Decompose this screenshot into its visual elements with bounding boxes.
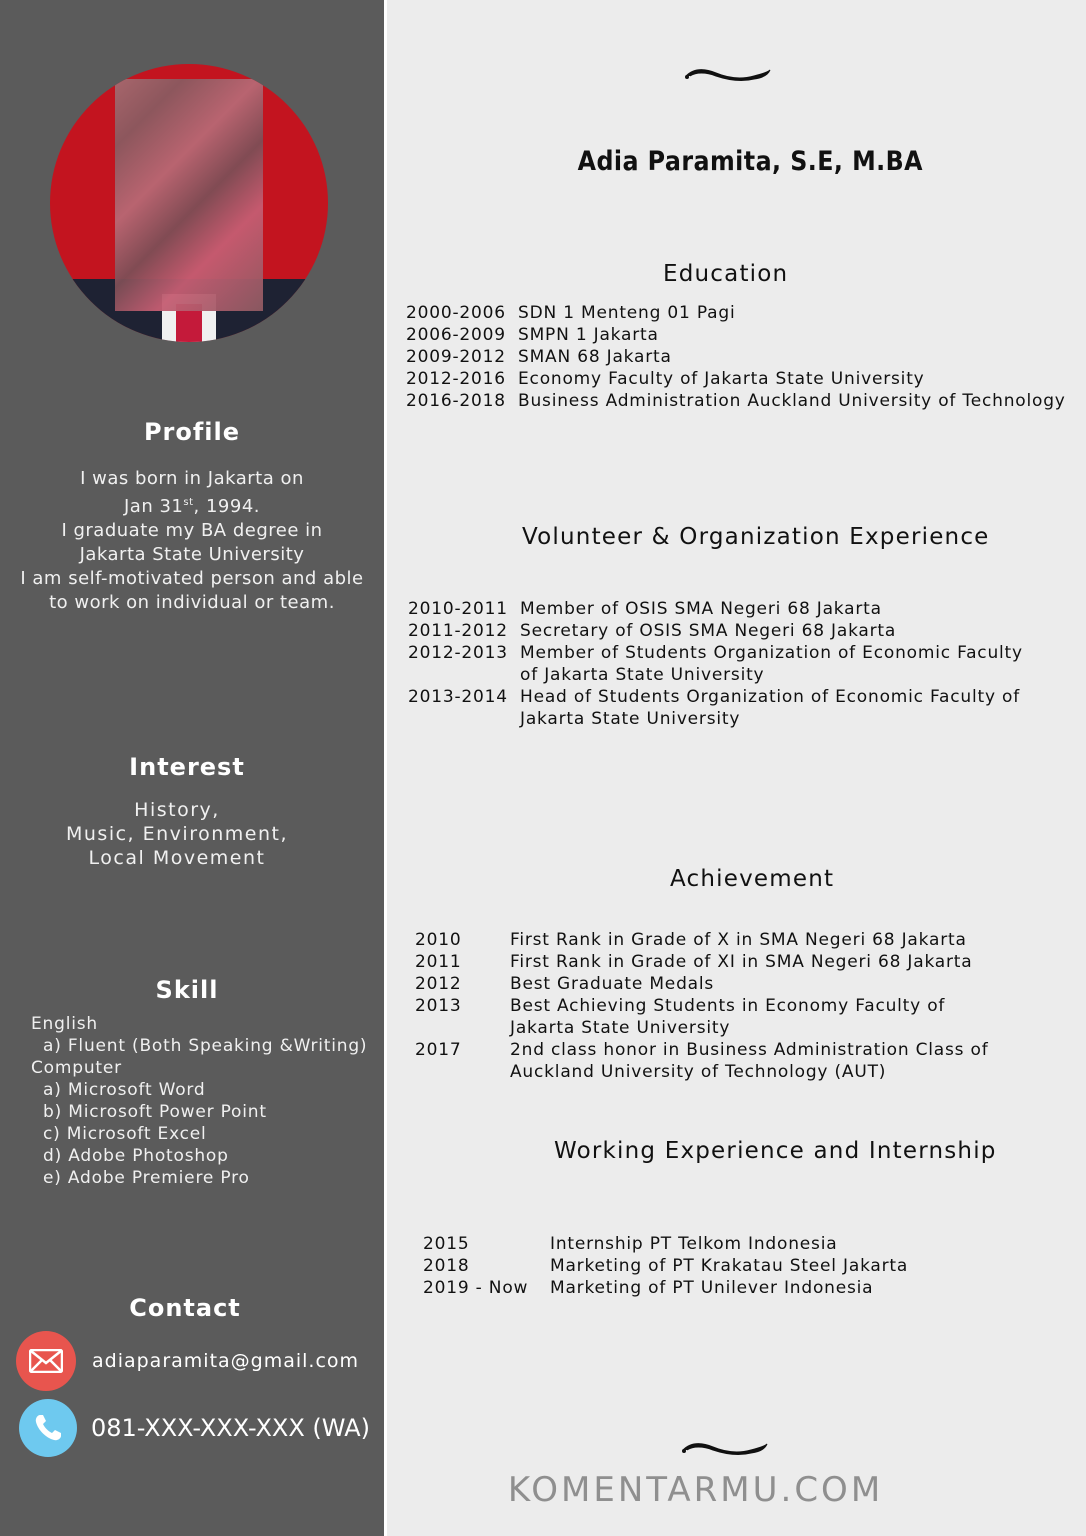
volunteer-row: 2013-2014 Head of Students Organization of Economic Faculty of Jakarta State University [408,687,1020,729]
profile-line: Jakarta State University [79,544,305,565]
skill-group: English [31,1014,98,1034]
achievement-row: 2013 Best Achieving Students in Economy Faculty of Jakarta State University [415,996,946,1038]
footer-watermark: KOMENTARMU.COM [507,1470,884,1510]
contact-heading: Contact [129,1294,241,1322]
volunteer-heading: Volunteer & Organization Experience [522,524,990,550]
profile-line: I graduate my BA degree in [61,520,323,541]
work-heading: Working Experience and Internship [554,1138,997,1164]
blurred-face [115,79,263,311]
work-list [423,1233,1023,1299]
volunteer-list [408,598,1058,730]
profile-text [0,467,384,615]
profile-line: to work on individual or team. [49,592,335,613]
skill-item: c) Microsoft Excel [43,1124,207,1144]
achievement-heading: Achievement [670,866,835,892]
education-row: 2000-2006 SDN 1 Menteng 01 Pagi [406,303,736,323]
skill-item: e) Adobe Premiere Pro [43,1168,250,1188]
interest-text [0,798,354,870]
mail-icon [16,1331,76,1391]
work-row: 2019 - Now Marketing of PT Unilever Indonesia [423,1278,874,1298]
skill-heading: Skill [155,976,219,1004]
profile-heading: Profile [143,418,241,446]
achievement-row: 2012 Best Graduate Medals [415,974,715,994]
top-ornament-icon [682,64,774,86]
achievement-list [415,929,1055,1083]
education-row: 2006-2009 SMPN 1 Jakarta [406,325,659,345]
work-row: 2018 Marketing of PT Krakatau Steel Jakarta [423,1256,909,1276]
interest-line: Local Movement [88,847,266,869]
profile-line: I was born in Jakarta on [80,468,304,489]
email-text[interactable]: adiaparamita@gmail.com [92,1350,360,1372]
skill-group: Computer [31,1058,122,1078]
education-heading: Education [663,261,789,287]
skill-item: a) Microsoft Word [43,1080,206,1100]
sidebar-divider [384,0,387,1536]
phone-icon [19,1399,77,1457]
volunteer-row: 2011-2012 Secretary of OSIS SMA Negeri 68 Jakarta [408,621,897,641]
volunteer-row: 2010-2011 Member of OSIS SMA Negeri 68 Jakarta [408,599,882,619]
interest-heading: Interest [129,753,245,781]
sidebar [0,0,384,1536]
candidate-name: Adia Paramita, S.E, M.BA [577,146,924,177]
skill-item: b) Microsoft Power Point [43,1102,267,1122]
profile-photo [50,64,328,342]
education-row: 2016-2018 Business Administration Auckland University of Technology [406,391,1066,411]
phone-text[interactable]: 081-XXX-XXX-XXX (WA) [91,1414,370,1442]
contact-phone[interactable] [16,1399,370,1457]
education-row: 2012-2016 Economy Faculty of Jakarta State University [406,369,925,389]
profile-dob: Jan 31st, 1994. [124,496,260,517]
skill-item: d) Adobe Photoshop [43,1146,229,1166]
education-row: 2009-2012 SMAN 68 Jakarta [406,347,672,367]
achievement-row: 2010 First Rank in Grade of X in SMA Negeri 68 Jakarta [415,930,967,950]
achievement-row: 2017 2nd class honor in Business Administration Class of Auckland University of Technology (AUT) [415,1040,989,1082]
education-list [406,302,1076,412]
achievement-row: 2011 First Rank in Grade of XI in SMA Negeri 68 Jakarta [415,952,973,972]
contact-email[interactable] [16,1331,359,1391]
interest-line: Music, Environment, [66,823,288,845]
volunteer-row: 2012-2013 Member of Students Organization of Economic Faculty of Jakarta State University [408,643,1023,685]
work-row: 2015 Internship PT Telkom Indonesia [423,1234,838,1254]
skill-list [31,1013,376,1189]
profile-line: I am self-motivated person and able [20,568,364,589]
interest-line: History, [134,799,220,821]
skill-item: a) Fluent (Both Speaking &Writing) [43,1036,368,1056]
bottom-ornament-icon [679,1438,771,1460]
